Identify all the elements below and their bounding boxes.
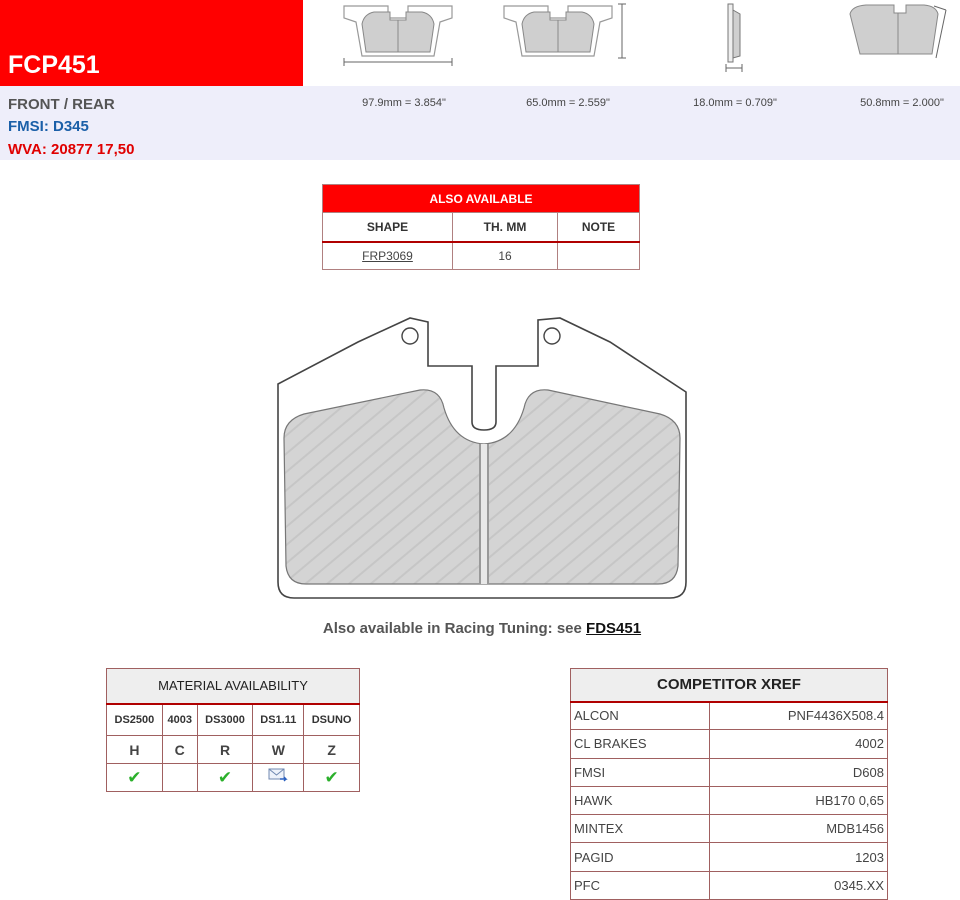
- thickness-dimension-diagram: [714, 0, 754, 72]
- racing-tuning-note: [0, 620, 960, 637]
- column-shape: SHAPE: [323, 213, 453, 242]
- xref-reference: PNF4436X508.4: [710, 702, 888, 730]
- shape-cell: [323, 242, 453, 270]
- thickness-cell: 16: [453, 242, 558, 270]
- height-dimension-diagram: [498, 0, 630, 66]
- racing-tuning-text: Also available in Racing Tuning: see: [322, 620, 582, 637]
- mounting-hole-left: [402, 328, 418, 344]
- xref-brand: HAWK: [571, 786, 710, 814]
- position-label: FRONT / REAR: [8, 96, 115, 113]
- table-row: [571, 730, 888, 758]
- material-availability-table: [106, 668, 360, 792]
- table-row: [571, 843, 888, 871]
- wva-code: WVA: 20877 17,50: [8, 141, 135, 158]
- table-row: [571, 758, 888, 786]
- width-value: 97.9mm = 3.854": [362, 97, 446, 109]
- xref-reference: 1203: [710, 843, 888, 871]
- xref-brand: ALCON: [571, 702, 710, 730]
- thickness-value: 18.0mm = 0.709": [693, 97, 777, 109]
- xref-brand: FMSI: [571, 758, 710, 786]
- xref-brand: MINTEX: [571, 815, 710, 843]
- width-dimension-diagram: [338, 0, 458, 66]
- info-band: [0, 86, 960, 160]
- material-availability-row: [107, 764, 360, 792]
- racing-tuning-link[interactable]: FDS451: [586, 620, 642, 637]
- height-value: 65.0mm = 2.559": [526, 97, 610, 109]
- column-note: NOTE: [558, 213, 640, 242]
- availability-cell: [107, 764, 163, 792]
- material-availability-title: MATERIAL AVAILABILITY: [107, 669, 360, 704]
- availability-cell: [253, 764, 304, 792]
- table-row: [323, 242, 640, 270]
- mounting-hole-right: [544, 328, 560, 344]
- xref-reference: 0345.XX: [710, 871, 888, 899]
- xref-reference: MDB1456: [710, 815, 888, 843]
- competitor-xref-title: COMPETITOR XREF: [571, 669, 888, 702]
- table-row: [571, 815, 888, 843]
- also-available-title: ALSO AVAILABLE: [323, 185, 640, 213]
- material-letter: H: [107, 736, 163, 764]
- availability-cell: [162, 764, 197, 792]
- length-dimension-diagram: [844, 0, 950, 62]
- table-row: [571, 702, 888, 730]
- availability-cell: [197, 764, 253, 792]
- xref-brand: CL BRAKES: [571, 730, 710, 758]
- length-value: 50.8mm = 2.000": [860, 97, 944, 109]
- xref-reference: 4002: [710, 730, 888, 758]
- material-letter: R: [197, 736, 253, 764]
- table-row: [571, 786, 888, 814]
- mail-icon[interactable]: [268, 768, 288, 783]
- material-code-row: [107, 704, 360, 736]
- material-letter: W: [253, 736, 304, 764]
- shape-link[interactable]: FRP3069: [362, 248, 413, 263]
- xref-brand: PAGID: [571, 843, 710, 871]
- xref-brand: PFC: [571, 871, 710, 899]
- material-letter-row: [107, 736, 360, 764]
- material-code: 4003: [162, 704, 197, 736]
- material-code: DS2500: [107, 704, 163, 736]
- material-letter: Z: [304, 736, 360, 764]
- material-code: DS1.11: [253, 704, 304, 736]
- check-icon: ✔: [324, 767, 339, 787]
- material-code: DSUNO: [304, 704, 360, 736]
- availability-cell: [304, 764, 360, 792]
- part-code: FCP451: [8, 51, 100, 79]
- also-available-table: [322, 184, 640, 270]
- check-icon: ✔: [127, 767, 142, 787]
- note-cell: [558, 242, 640, 270]
- table-row: [571, 871, 888, 899]
- material-letter: C: [162, 736, 197, 764]
- material-code: DS3000: [197, 704, 253, 736]
- brake-pad-illustration: [270, 312, 694, 604]
- fmsi-code: FMSI: D345: [8, 118, 89, 135]
- competitor-xref-table: [570, 668, 888, 900]
- xref-reference: HB170 0,65: [710, 786, 888, 814]
- check-icon: ✔: [217, 767, 233, 787]
- column-thickness: TH. MM: [453, 213, 558, 242]
- xref-reference: D608: [710, 758, 888, 786]
